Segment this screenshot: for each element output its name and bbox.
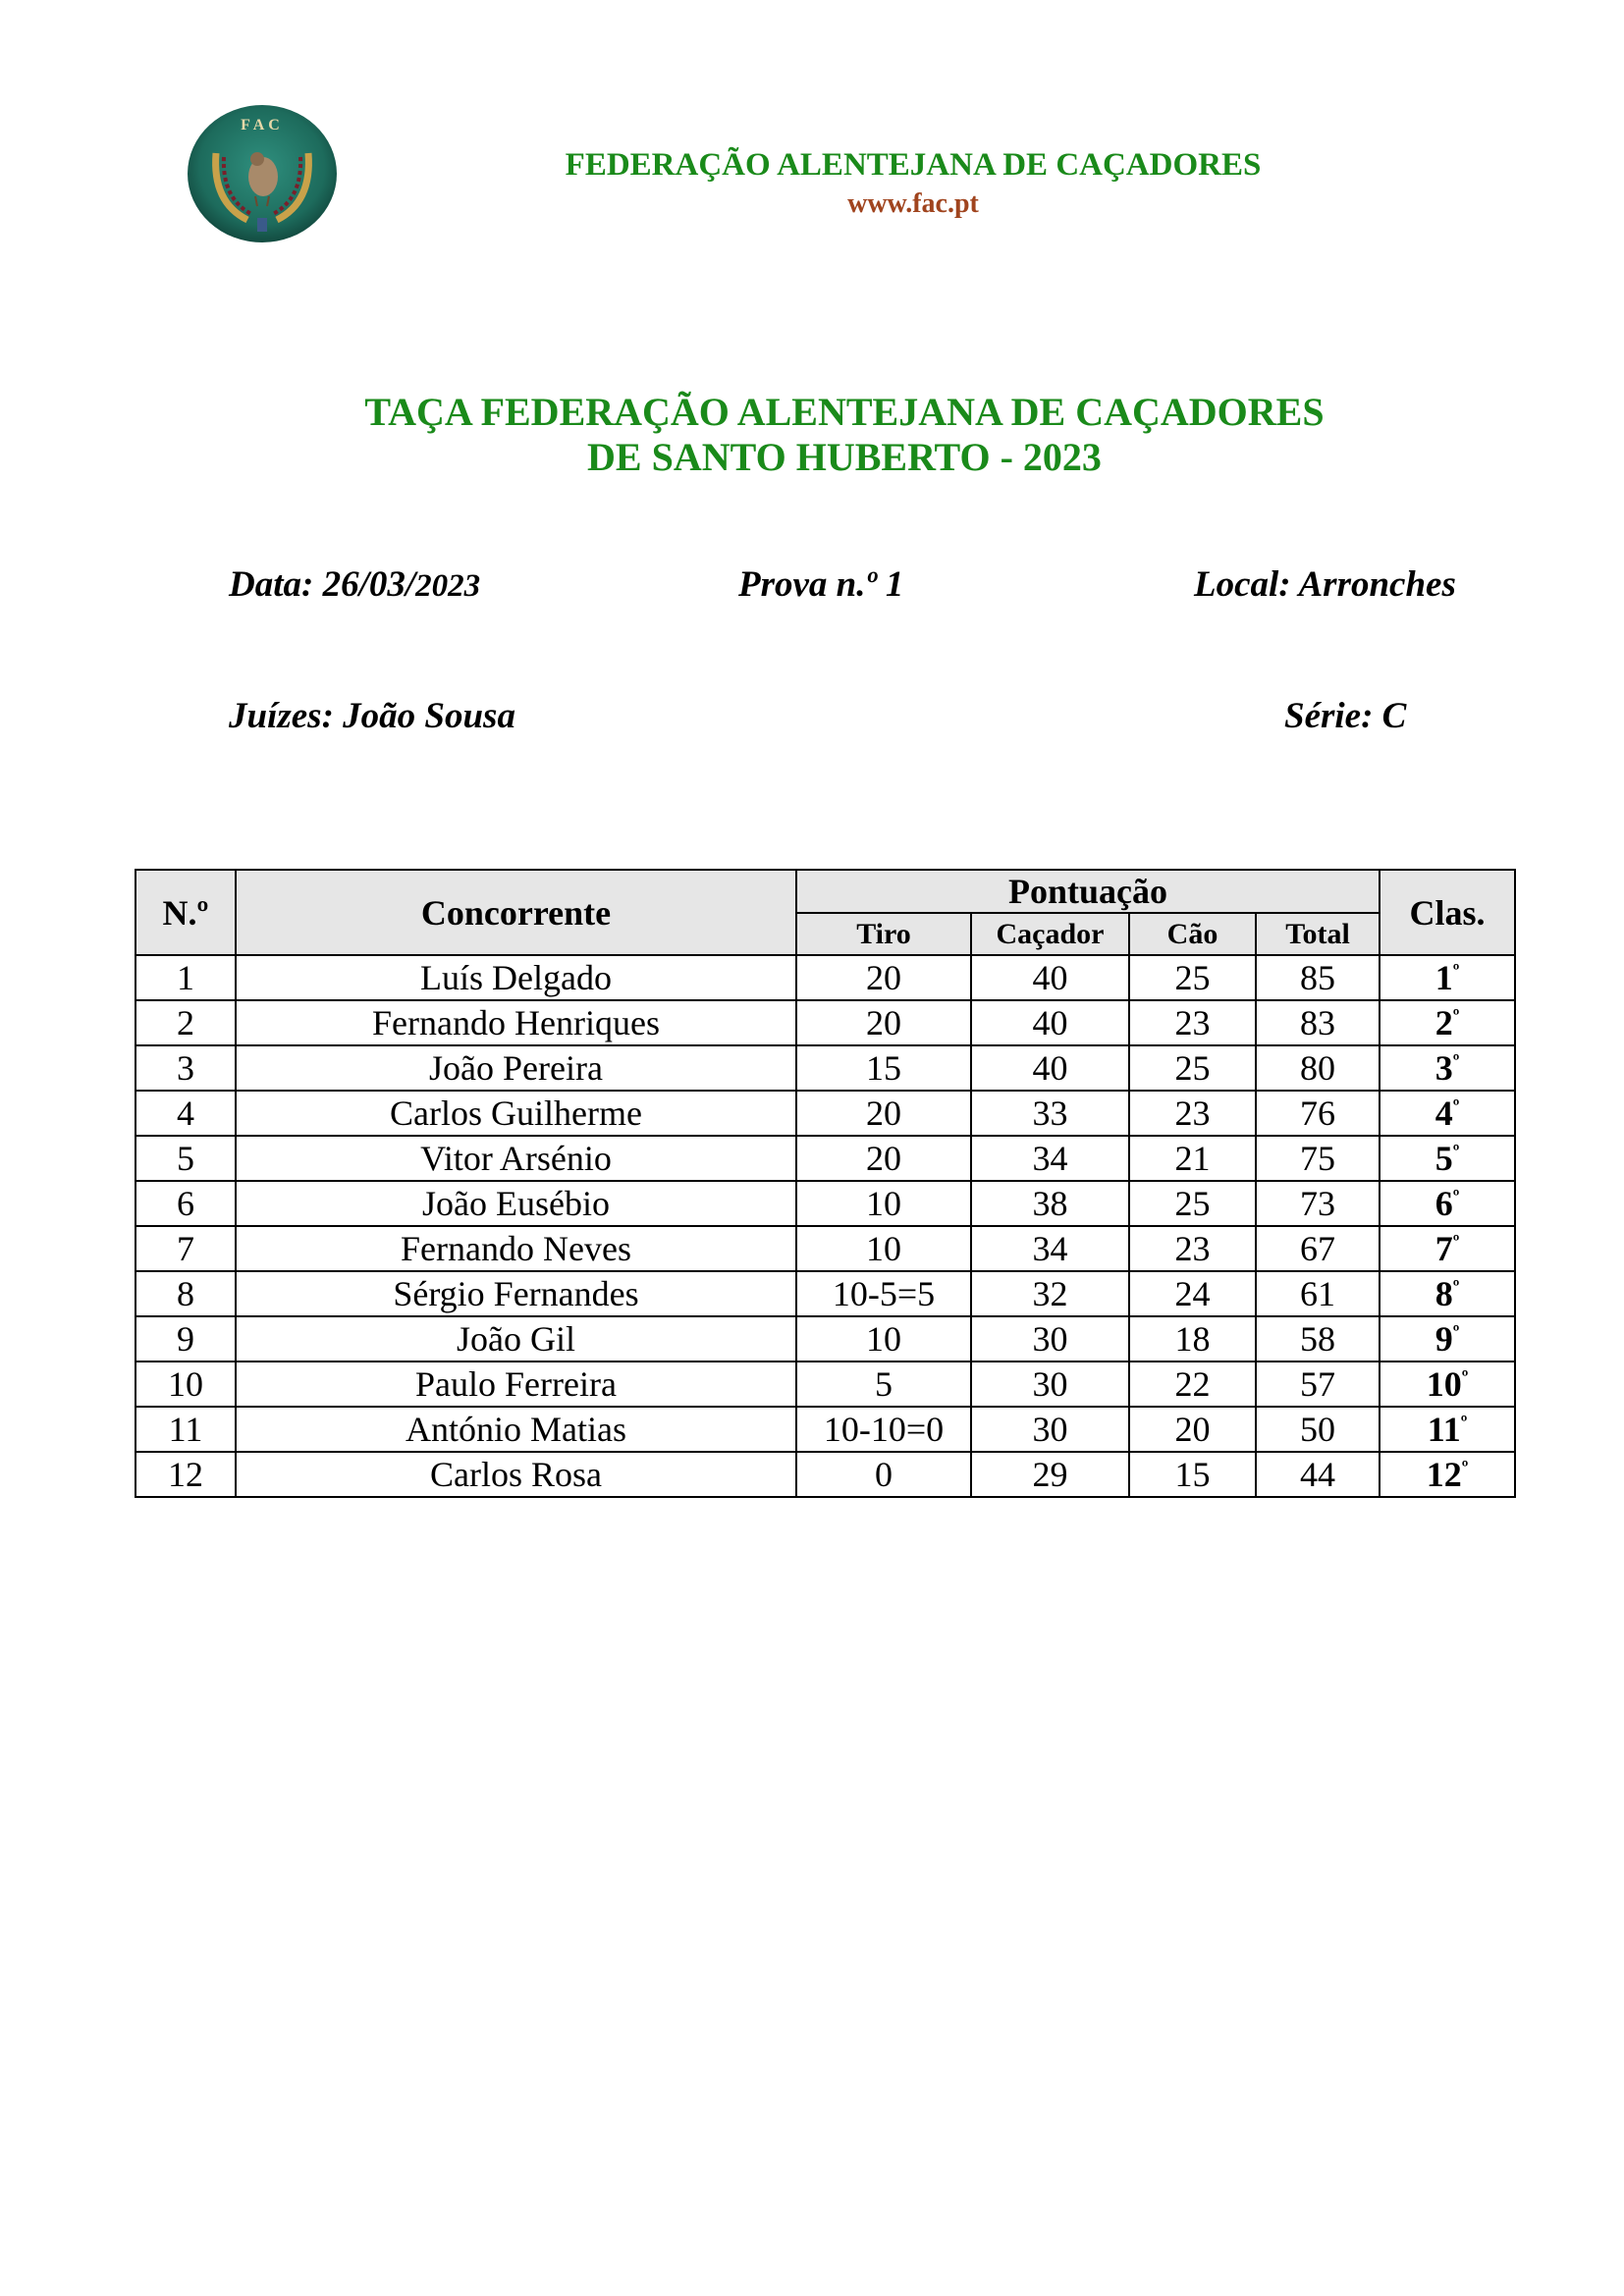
cell-cacador: 34 <box>971 1136 1129 1181</box>
cell-cacador: 38 <box>971 1181 1129 1226</box>
table-row <box>135 1316 1515 1362</box>
cell-name: Luís Delgado <box>236 955 796 1000</box>
cell-total: 44 <box>1256 1452 1380 1497</box>
document-title <box>245 390 1443 480</box>
cell-cao: 24 <box>1129 1271 1256 1316</box>
cell-tiro: 10 <box>796 1181 971 1226</box>
date-field <box>229 563 480 606</box>
clas-ordinal: º <box>1452 1095 1460 1117</box>
org-url[interactable]: www.fac.pt <box>847 188 979 219</box>
date-year: 2023 <box>415 568 481 604</box>
cell-tiro: 10 <box>796 1226 971 1271</box>
date-label: Data: 26/03/ <box>229 564 416 605</box>
cell-tiro: 20 <box>796 1136 971 1181</box>
cell-cacador: 33 <box>971 1091 1129 1136</box>
clas-value: 7 <box>1435 1229 1453 1268</box>
cell-tiro: 20 <box>796 1000 971 1045</box>
clas-ordinal: º <box>1452 1321 1460 1343</box>
cell-total: 50 <box>1256 1407 1380 1452</box>
clas-ordinal: º <box>1452 1276 1460 1298</box>
cell-cacador: 30 <box>971 1407 1129 1452</box>
cell-cao: 20 <box>1129 1407 1256 1452</box>
clas-ordinal: º <box>1460 1412 1468 1433</box>
cell-tiro: 10-10=0 <box>796 1407 971 1452</box>
table-row <box>135 1407 1515 1452</box>
header-cao: Cão <box>1129 913 1256 955</box>
clas-ordinal: º <box>1452 1050 1460 1072</box>
cell-name: Carlos Guilherme <box>236 1091 796 1136</box>
cell-total: 73 <box>1256 1181 1380 1226</box>
cell-cao: 23 <box>1129 1226 1256 1271</box>
cell-clas <box>1380 955 1515 1000</box>
clas-value: 5 <box>1435 1139 1453 1178</box>
cell-cacador: 32 <box>971 1271 1129 1316</box>
cell-cao: 25 <box>1129 1181 1256 1226</box>
table-row <box>135 1000 1515 1045</box>
clas-ordinal: º <box>1452 1141 1460 1162</box>
cell-total: 80 <box>1256 1045 1380 1091</box>
clas-ordinal: º <box>1452 960 1460 982</box>
cell-cao: 23 <box>1129 1091 1256 1136</box>
table-row <box>135 955 1515 1000</box>
clas-value: 8 <box>1435 1274 1453 1313</box>
clas-value: 4 <box>1435 1094 1453 1133</box>
cell-name: Sérgio Fernandes <box>236 1271 796 1316</box>
clas-value: 6 <box>1435 1184 1453 1223</box>
cell-total: 75 <box>1256 1136 1380 1181</box>
cell-total: 85 <box>1256 955 1380 1000</box>
cell-num: 6 <box>135 1181 236 1226</box>
cell-tiro: 20 <box>796 955 971 1000</box>
clas-value: 12 <box>1426 1455 1462 1494</box>
results-body <box>135 955 1515 1497</box>
clas-ordinal: º <box>1461 1366 1469 1388</box>
cell-cao: 21 <box>1129 1136 1256 1181</box>
cell-name: Fernando Henriques <box>236 1000 796 1045</box>
header-pontuacao: Pontuação <box>796 870 1380 913</box>
table-row <box>135 1136 1515 1181</box>
clas-ordinal: º <box>1452 1231 1460 1253</box>
cell-clas <box>1380 1000 1515 1045</box>
header-name: Concorrente <box>236 870 796 955</box>
cell-total: 67 <box>1256 1226 1380 1271</box>
cell-name: João Eusébio <box>236 1181 796 1226</box>
fac-logo <box>187 104 338 243</box>
logo-text: FAC <box>241 117 284 133</box>
cell-cao: 25 <box>1129 955 1256 1000</box>
cell-total: 58 <box>1256 1316 1380 1362</box>
cell-name: João Gil <box>236 1316 796 1362</box>
cell-cao: 18 <box>1129 1316 1256 1362</box>
cell-tiro: 10 <box>796 1316 971 1362</box>
cell-num: 4 <box>135 1091 236 1136</box>
cell-clas <box>1380 1407 1515 1452</box>
cell-cacador: 30 <box>971 1316 1129 1362</box>
cell-num: 5 <box>135 1136 236 1181</box>
header-tiro: Tiro <box>796 913 971 955</box>
clas-value: 2 <box>1435 1003 1453 1042</box>
cell-tiro: 0 <box>796 1452 971 1497</box>
cell-clas <box>1380 1181 1515 1226</box>
cell-total: 61 <box>1256 1271 1380 1316</box>
cell-cao: 25 <box>1129 1045 1256 1091</box>
local-field: Local: Arronches <box>1194 564 1456 605</box>
table-row <box>135 1045 1515 1091</box>
cell-clas <box>1380 1226 1515 1271</box>
table-row <box>135 1271 1515 1316</box>
header-clas: Clas. <box>1380 870 1515 955</box>
table-row <box>135 1091 1515 1136</box>
cell-clas <box>1380 1316 1515 1362</box>
cell-num: 12 <box>135 1452 236 1497</box>
cell-num: 2 <box>135 1000 236 1045</box>
cell-clas <box>1380 1091 1515 1136</box>
header-total: Total <box>1256 913 1380 955</box>
cell-clas <box>1380 1362 1515 1407</box>
title-line-2: DE SANTO HUBERTO - 2023 <box>587 435 1102 479</box>
juizes-field: Juízes: João Sousa <box>229 696 515 736</box>
cell-num: 8 <box>135 1271 236 1316</box>
table-row <box>135 1226 1515 1271</box>
cell-clas <box>1380 1136 1515 1181</box>
results-table <box>135 869 1516 1498</box>
cell-cacador: 40 <box>971 1000 1129 1045</box>
cell-cacador: 34 <box>971 1226 1129 1271</box>
cell-clas <box>1380 1045 1515 1091</box>
cell-total: 76 <box>1256 1091 1380 1136</box>
cell-tiro: 5 <box>796 1362 971 1407</box>
clas-value: 10 <box>1426 1364 1462 1404</box>
cell-num: 7 <box>135 1226 236 1271</box>
cell-name: João Pereira <box>236 1045 796 1091</box>
table-row <box>135 1181 1515 1226</box>
cell-clas <box>1380 1452 1515 1497</box>
clas-value: 11 <box>1427 1410 1461 1449</box>
table-row <box>135 1452 1515 1497</box>
cell-cacador: 30 <box>971 1362 1129 1407</box>
cell-name: Vitor Arsénio <box>236 1136 796 1181</box>
clas-value: 9 <box>1435 1319 1453 1359</box>
cell-cacador: 40 <box>971 1045 1129 1091</box>
cell-cao: 15 <box>1129 1452 1256 1497</box>
cell-cacador: 40 <box>971 955 1129 1000</box>
clas-ordinal: º <box>1452 1186 1460 1207</box>
cell-name: Paulo Ferreira <box>236 1362 796 1407</box>
cell-num: 1 <box>135 955 236 1000</box>
org-name: FEDERAÇÃO ALENTEJANA DE CAÇADORES <box>565 147 1262 183</box>
serie-field: Série: C <box>1284 696 1407 736</box>
cell-total: 83 <box>1256 1000 1380 1045</box>
cell-cacador: 29 <box>971 1452 1129 1497</box>
cell-name: Carlos Rosa <box>236 1452 796 1497</box>
cell-num: 3 <box>135 1045 236 1091</box>
cell-num: 9 <box>135 1316 236 1362</box>
clas-ordinal: º <box>1452 1005 1460 1027</box>
cell-name: António Matias <box>236 1407 796 1452</box>
cell-cao: 23 <box>1129 1000 1256 1045</box>
cell-tiro: 15 <box>796 1045 971 1091</box>
cell-tiro: 10-5=5 <box>796 1271 971 1316</box>
cell-total: 57 <box>1256 1362 1380 1407</box>
cell-name: Fernando Neves <box>236 1226 796 1271</box>
cell-tiro: 20 <box>796 1091 971 1136</box>
table-row <box>135 1362 1515 1407</box>
clas-ordinal: º <box>1461 1457 1469 1478</box>
clas-value: 3 <box>1435 1048 1453 1088</box>
cell-num: 10 <box>135 1362 236 1407</box>
header-num: N.º <box>135 870 236 955</box>
clas-value: 1 <box>1435 958 1453 997</box>
cell-clas <box>1380 1271 1515 1316</box>
cell-num: 11 <box>135 1407 236 1452</box>
title-line-1: TAÇA FEDERAÇÃO ALENTEJANA DE CAÇADORES <box>364 390 1325 434</box>
header-cacador: Caçador <box>971 913 1129 955</box>
cell-cao: 22 <box>1129 1362 1256 1407</box>
prova-field: Prova n.º 1 <box>738 564 904 605</box>
